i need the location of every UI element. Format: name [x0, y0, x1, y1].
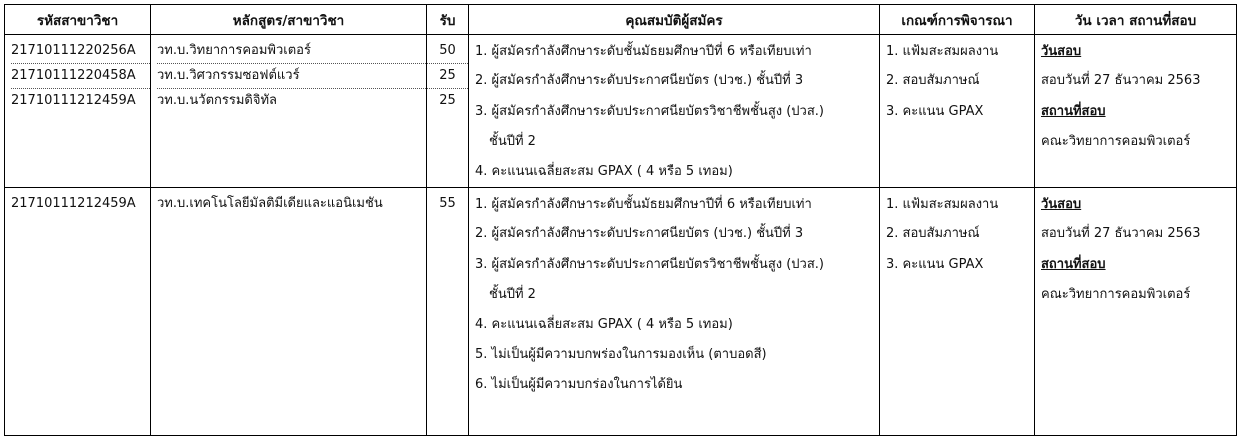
exam-cell: [1035, 188, 1237, 436]
qualifications-cell: [469, 35, 880, 188]
table-row-group-1: [5, 35, 1237, 188]
programs-cell: [151, 188, 427, 436]
qualification-item: 4. คะแนนเฉลี่ยสะสม GPAX ( 4 หรือ 5 เทอม): [475, 317, 733, 332]
program-code: 21710111212459A: [11, 93, 136, 108]
program-name: วท.บ.วิศวกรรมซอฟต์แวร์: [157, 64, 426, 89]
criteria-item: 2. สอบสัมภาษณ์: [886, 226, 980, 241]
header-row: [5, 5, 1237, 35]
qualification-item-continued: ชั้นปีที่ 2: [489, 287, 536, 302]
qualification-item: 4. คะแนนเฉลี่ยสะสม GPAX ( 4 หรือ 5 เทอม): [475, 164, 733, 179]
header-exam: วัน เวลา สถานที่สอบ: [1035, 5, 1237, 35]
seats-cell: [427, 188, 469, 436]
codes-cell: [5, 35, 151, 188]
seat-count: 25: [439, 93, 456, 108]
criteria-item: 1. แฟ้มสะสมผลงาน: [886, 44, 999, 59]
exam-date: สอบวันที่ 27 ธันวาคม 2563: [1041, 226, 1201, 241]
programs-cell: [151, 35, 427, 188]
admission-table: [4, 4, 1237, 436]
seat-count: 50: [427, 39, 468, 64]
qualification-item: 6. ไม่เป็นผู้มีความบกร่องในการได้ยิน: [475, 377, 683, 392]
qualification-item-continued: ชั้นปีที่ 2: [489, 134, 536, 149]
criteria-cell: [880, 188, 1035, 436]
exam-place: คณะวิทยาการคอมพิวเตอร์: [1041, 134, 1191, 149]
exam-date-heading: วันสอบ: [1041, 197, 1082, 212]
exam-date-heading: วันสอบ: [1041, 44, 1082, 59]
program-name: วท.บ.เทคโนโลยีมัลติมีเดียและแอนิเมชัน: [157, 196, 383, 211]
admission-table-container: [4, 4, 1237, 436]
qualification-item: 2. ผู้สมัครกำลังศึกษาระดับประกาศนียบัตร (ปวช.) ชั้นปีที่ 3: [475, 226, 804, 241]
exam-place: คณะวิทยาการคอมพิวเตอร์: [1041, 287, 1191, 302]
criteria-item: 1. แฟ้มสะสมผลงาน: [886, 197, 999, 212]
criteria-item: 2. สอบสัมภาษณ์: [886, 73, 980, 88]
seat-count: 55: [439, 196, 456, 211]
exam-place-heading: สถานที่สอบ: [1041, 104, 1106, 119]
header-qualifications: คุณสมบัติผู้สมัคร: [469, 5, 880, 35]
table-row-group-2: [5, 188, 1237, 436]
header-criteria: เกณฑ์การพิจารณา: [880, 5, 1035, 35]
header-seats: รับ: [427, 5, 469, 35]
codes-cell: [5, 188, 151, 436]
program-name: วท.บ.นวัตกรรมดิจิทัล: [157, 93, 278, 108]
exam-date: สอบวันที่ 27 ธันวาคม 2563: [1041, 73, 1201, 88]
criteria-item: 3. คะแนน GPAX: [886, 104, 984, 119]
seat-count: 25: [427, 64, 468, 89]
qualification-item: 2. ผู้สมัครกำลังศึกษาระดับประกาศนียบัตร (ปวช.) ชั้นปีที่ 3: [475, 73, 804, 88]
criteria-item: 3. คะแนน GPAX: [886, 257, 984, 272]
qualification-item: 1. ผู้สมัครกำลังศึกษาระดับชั้นมัธยมศึกษาปีที่ 6 หรือเทียบเท่า: [475, 197, 812, 212]
program-name: วท.บ.วิทยาการคอมพิวเตอร์: [157, 39, 426, 64]
program-code: 21710111220458A: [11, 64, 150, 89]
exam-place-heading: สถานที่สอบ: [1041, 257, 1106, 272]
qualification-item: 1. ผู้สมัครกำลังศึกษาระดับชั้นมัธยมศึกษาปีที่ 6 หรือเทียบเท่า: [475, 44, 812, 59]
program-code: 21710111220256A: [11, 39, 150, 64]
header-program: หลักสูตร/สาขาวิชา: [151, 5, 427, 35]
seats-cell: [427, 35, 469, 188]
qualification-item: 3. ผู้สมัครกำลังศึกษาระดับประกาศนียบัตรวิชาชีพชั้นสูง (ปวส.): [475, 104, 824, 119]
qualification-item: 5. ไม่เป็นผู้มีความบกพร่องในการมองเห็น (ตาบอดสี): [475, 347, 767, 362]
qualification-item: 3. ผู้สมัครกำลังศึกษาระดับประกาศนียบัตรวิชาชีพชั้นสูง (ปวส.): [475, 257, 824, 272]
program-code: 21710111212459A: [11, 196, 136, 211]
criteria-cell: [880, 35, 1035, 188]
exam-cell: [1035, 35, 1237, 188]
header-code: รหัสสาขาวิชา: [5, 5, 151, 35]
qualifications-cell: [469, 188, 880, 436]
